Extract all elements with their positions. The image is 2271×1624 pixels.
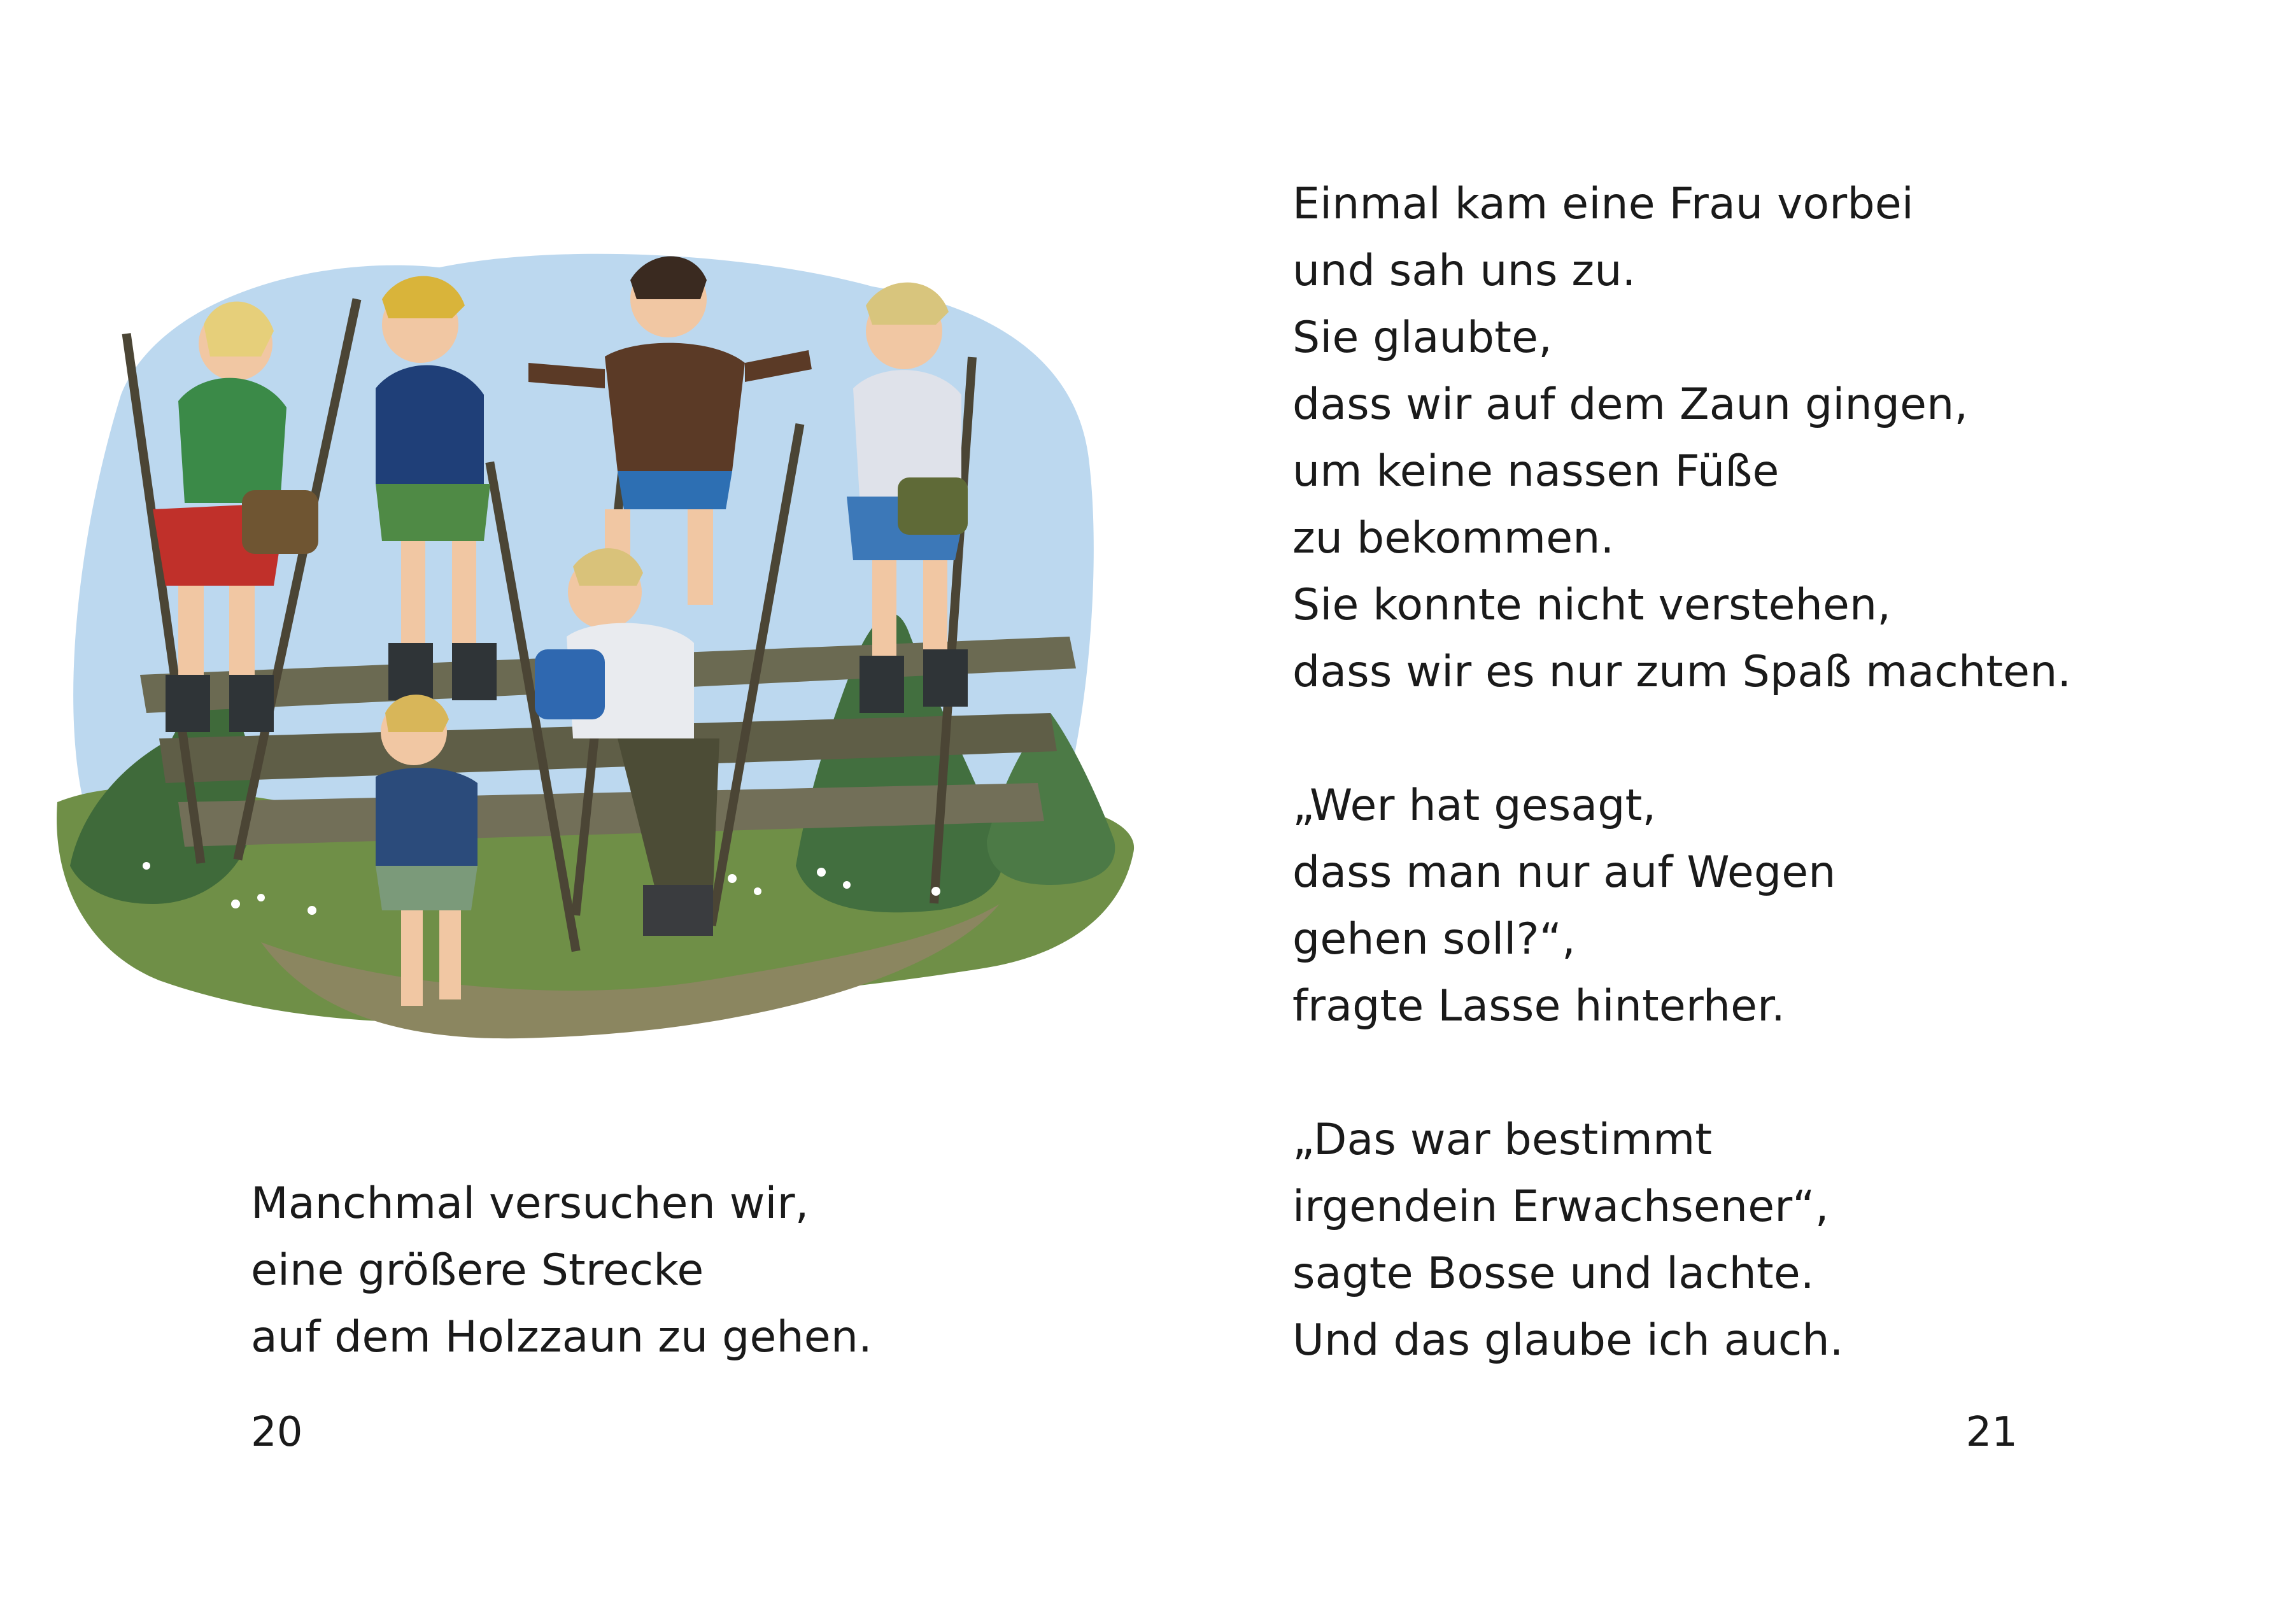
page-number-right: 21 — [1965, 1409, 2018, 1456]
left-page — [0, 0, 1135, 1624]
children-climbing-fence-illustration — [45, 229, 1140, 1095]
right-page — [1136, 0, 2271, 1624]
text-line: Sie glaubte, — [1292, 313, 1553, 363]
text-line: sagte Bosse und lachte. — [1292, 1248, 1815, 1299]
right-page-text — [1292, 171, 2071, 1374]
text-line: Sie konnte nicht verstehen, — [1292, 580, 1892, 630]
text-line: Manchmal versuchen wir, — [251, 1178, 809, 1229]
text-line: „Wer hat gesagt, — [1292, 780, 1657, 831]
stanza-3 — [1292, 1106, 2071, 1374]
page-number-left: 20 — [251, 1409, 303, 1456]
text-line: zu bekommen. — [1292, 513, 1615, 563]
text-line: auf dem Holzzaun zu gehen. — [251, 1312, 872, 1362]
stanza-1 — [1292, 171, 2071, 705]
text-line: „Das war bestimmt — [1292, 1115, 1713, 1165]
stanza-2 — [1292, 772, 2071, 1040]
text-line: um keine nassen Füße — [1292, 446, 1779, 497]
text-line: dass man nur auf Wegen — [1292, 847, 1836, 898]
text-line: eine größere Strecke — [251, 1245, 704, 1296]
text-line: dass wir auf dem Zaun gingen, — [1292, 379, 1969, 430]
illustration-svg — [45, 229, 1140, 1095]
text-line: dass wir es nur zum Spaß machten. — [1292, 647, 2072, 697]
text-line: irgendein Erwachsener“, — [1292, 1182, 1829, 1232]
text-line: fragte Lasse hinterher. — [1292, 981, 1785, 1031]
text-line: gehen soll?“, — [1292, 914, 1576, 964]
left-page-text — [251, 1170, 872, 1371]
text-line: Und das glaube ich auch. — [1292, 1315, 1844, 1366]
text-line: und sah uns zu. — [1292, 246, 1636, 296]
text-line: Einmal kam eine Frau vorbei — [1292, 179, 1914, 229]
